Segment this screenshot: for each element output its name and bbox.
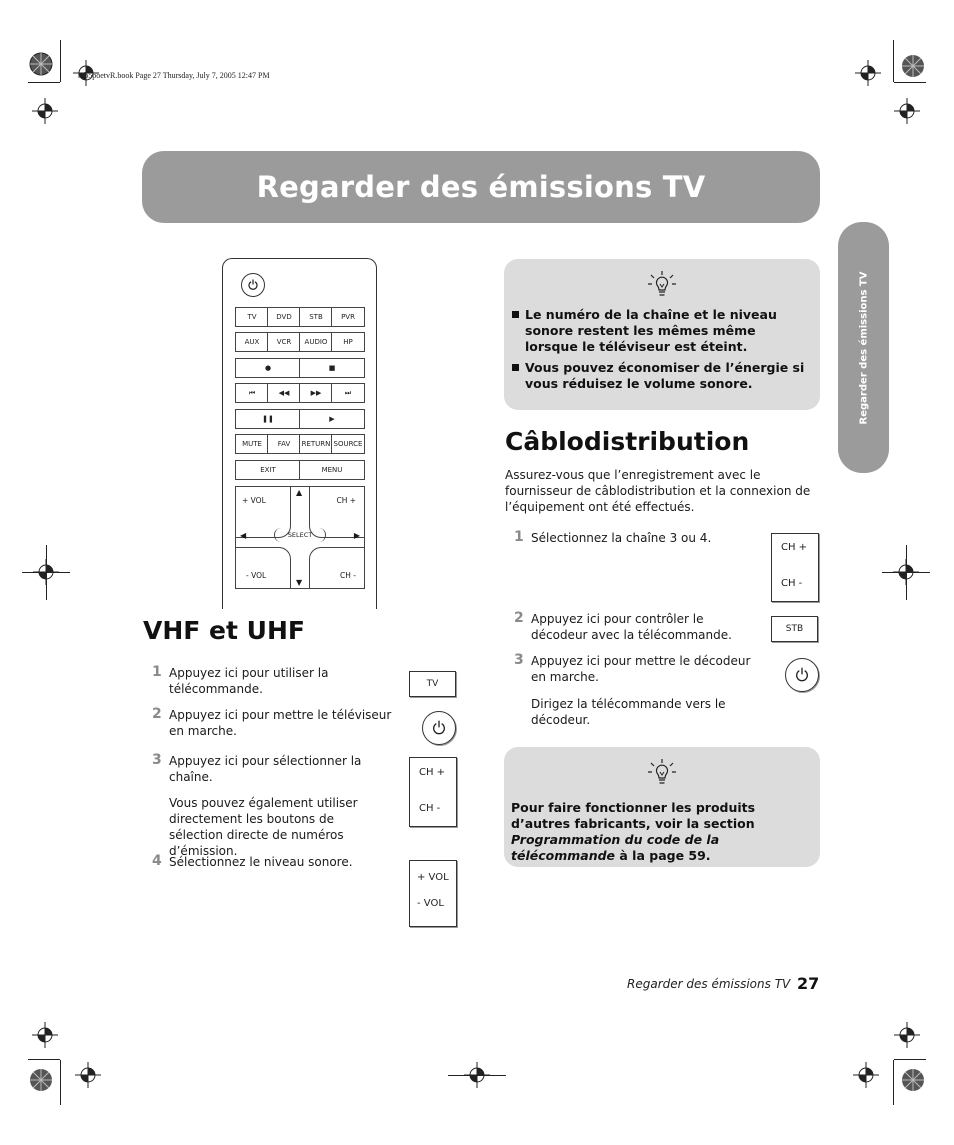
step-text: Appuyez ici pour utiliser la télécommande.	[169, 666, 329, 696]
step-number: 3	[514, 652, 524, 668]
power-icon	[794, 667, 810, 683]
step-number: 3	[152, 752, 162, 768]
tip-item-text: Le numéro de la chaîne et le niveau sonore restent les mêmes même lorsque le téléviseur est éteint.	[525, 307, 777, 354]
remote-arrow-left: ◀	[240, 531, 247, 540]
remote-pause-button: ❚❚	[235, 409, 301, 429]
crosshair-icon	[894, 98, 920, 124]
channel-key-illustration	[409, 757, 457, 827]
step-text: Appuyez ici pour sélectionner la chaîne.	[169, 754, 362, 784]
remote-record-button: ●	[235, 358, 301, 378]
remote-play-button: ▶	[299, 409, 365, 429]
tip-item-1	[512, 307, 812, 355]
step-extra-text: Dirigez la télécommande vers le décodeur.	[531, 697, 726, 727]
page-number: 27	[797, 974, 820, 993]
registration-target-icon	[27, 50, 55, 78]
remote-power-button	[241, 273, 265, 297]
remote-ch-plus-label: CH +	[336, 496, 356, 505]
tip-box-1	[504, 259, 820, 410]
remote-fav-button: FAV	[267, 434, 301, 454]
registration-target-icon	[899, 1066, 927, 1094]
remote-arrow-right: ▶	[353, 531, 360, 540]
tv-key-illustration: TV	[409, 671, 456, 697]
remote-skip-back-button: ⏮	[235, 383, 269, 403]
remote-stb-button: STB	[299, 307, 333, 327]
step-text: Appuyez ici pour mettre le décodeur en marche.	[531, 654, 751, 684]
footer-chapter-title: Regarder des émissions TV	[627, 977, 791, 991]
remote-stop-button: ■	[299, 358, 365, 378]
step-extra-text: Vous pouvez également utiliser directement les boutons de sélection directe de numéros d’émission.	[169, 796, 358, 858]
ch-minus-label: CH -	[781, 578, 803, 589]
tip-2-text-after: à la page 59.	[615, 848, 711, 863]
step-text: Appuyez ici pour contrôler le décodeur avec la télécommande.	[531, 612, 732, 642]
power-key-illustration	[422, 711, 456, 745]
remote-vol-minus-label: - VOL	[246, 571, 267, 580]
step-number: 1	[152, 664, 162, 680]
registration-target-icon	[899, 52, 927, 80]
crosshair-icon	[855, 60, 881, 86]
remote-source-button: SOURCE	[331, 434, 365, 454]
cable-power-key-illustration	[785, 658, 819, 692]
tip-2-text	[511, 800, 816, 864]
crosshair-icon	[32, 1022, 58, 1048]
remote-hp-button: HP	[331, 332, 365, 352]
step-number: 2	[514, 610, 524, 626]
remote-control-illustration	[222, 258, 377, 609]
step-number: 2	[152, 706, 162, 722]
crosshair-icon	[853, 1062, 879, 1088]
step-number: 1	[514, 529, 524, 545]
remote-menu-button: MENU	[299, 460, 365, 480]
cable-channel-key-illustration	[771, 533, 819, 602]
volume-key-illustration	[409, 860, 457, 927]
tip-item-2	[512, 360, 812, 392]
remote-return-button: RETURN	[299, 434, 333, 454]
page-title: Regarder des émissions TV	[256, 170, 706, 204]
step-text: Appuyez ici pour mettre le téléviseur en marche.	[169, 708, 392, 738]
crosshair-icon	[32, 98, 58, 124]
vhf-heading: VHF et UHF	[143, 616, 305, 645]
tip-box-2	[504, 747, 820, 867]
vol-plus-label: + VOL	[417, 872, 449, 883]
remote-skip-forward-button: ⏭	[331, 383, 365, 403]
page-title-bar	[142, 151, 820, 223]
crosshair-icon	[894, 1022, 920, 1048]
step-text: Sélectionnez le niveau sonore.	[169, 855, 353, 869]
remote-aux-button: AUX	[235, 332, 269, 352]
lightbulb-icon	[646, 269, 678, 301]
remote-tv-button: TV	[235, 307, 269, 327]
vol-minus-label: - VOL	[417, 898, 444, 909]
cable-heading: Câblodistribution	[505, 427, 750, 456]
power-icon	[247, 279, 259, 291]
step-number: 4	[152, 853, 162, 869]
remote-ch-minus-label: CH -	[340, 571, 356, 580]
tip-2-text-before: Pour faire fonctionner les produits d’autres fabricants, voir la section	[511, 800, 756, 831]
remote-select-button: SELECT	[274, 528, 326, 542]
print-header-note: mb5poetvR.book Page 27 Thursday, July 7, 2005 12:47 PM	[78, 71, 270, 80]
remote-vcr-button: VCR	[267, 332, 301, 352]
remote-rewind-button: ◀◀	[267, 383, 301, 403]
remote-mute-button: MUTE	[235, 434, 269, 454]
tip-2-section-link-text: Programmation du code de la télécommande	[511, 832, 720, 863]
step-text: Sélectionnez la chaîne 3 ou 4.	[531, 531, 712, 545]
side-tab-label: Regarder des émissions TV	[858, 271, 869, 424]
remote-exit-button: EXIT	[235, 460, 301, 480]
ch-minus-label: CH -	[419, 803, 441, 814]
remote-dvd-button: DVD	[267, 307, 301, 327]
remote-audio-button: AUDIO	[299, 332, 333, 352]
tip-item-text: Vous pouvez économiser de l’énergie si vous réduisez le volume sonore.	[525, 360, 805, 391]
remote-fast-forward-button: ▶▶	[299, 383, 333, 403]
chapter-side-tab	[838, 222, 889, 473]
remote-arrow-up: ▲	[296, 488, 303, 497]
cable-intro: Assurez-vous que l’enregistrement avec le fournisseur de câblodistribution et la connexion de l’équipement ont été effectués.	[505, 468, 811, 514]
ch-plus-label: CH +	[781, 542, 808, 553]
stb-key-illustration: STB	[771, 616, 818, 642]
registration-target-icon	[27, 1066, 55, 1094]
remote-nav-pad	[235, 486, 365, 589]
remote-pvr-button: PVR	[331, 307, 365, 327]
power-icon	[431, 720, 447, 736]
remote-vol-plus-label: + VOL	[242, 496, 266, 505]
bullet-icon	[512, 311, 519, 318]
remote-arrow-down: ▼	[296, 578, 303, 587]
ch-plus-label: CH +	[419, 767, 446, 778]
crosshair-icon	[75, 1062, 101, 1088]
bullet-icon	[512, 364, 519, 371]
lightbulb-icon	[646, 757, 678, 789]
